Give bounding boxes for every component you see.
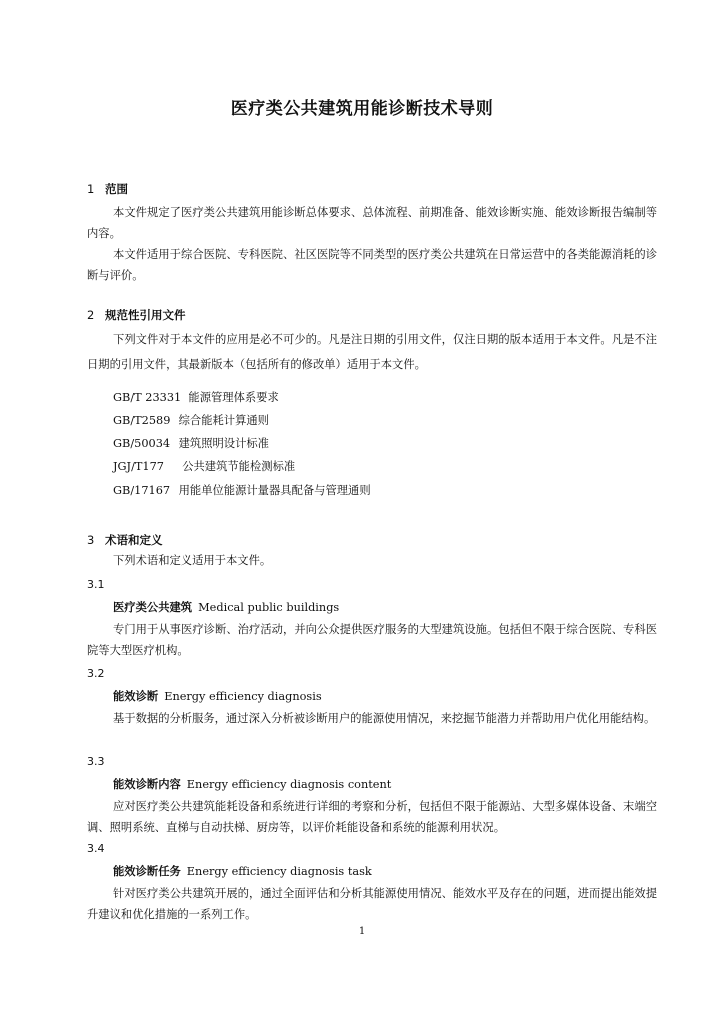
reference-name: 能源管理体系要求 (188, 391, 279, 404)
section-3-intro: 下列术语和定义适用于本文件。 (113, 554, 272, 567)
term-number: 3.3 (87, 755, 105, 768)
section-number: 1 (87, 182, 95, 196)
reference-code: GB/50034 (113, 437, 171, 450)
document-title: 医疗类公共建筑用能诊断技术导则 (230, 99, 494, 119)
page-number: 1 (358, 926, 366, 937)
term-name-en: Energy efficiency diagnosis (164, 690, 322, 703)
term-name (113, 688, 322, 704)
section-1-heading (87, 181, 128, 197)
term-name-en: Energy efficiency diagnosis content (186, 778, 392, 791)
section-1-paragraph-2: 本文件适用于综合医院、专科医院、社区医院等不同类型的医疗类公共建筑在日常运营中的各类能源消耗的诊断与评价。 (87, 248, 657, 282)
term-name-en: Energy efficiency diagnosis task (186, 865, 372, 878)
section-2-heading (87, 307, 186, 323)
section-number: 3 (87, 533, 95, 547)
term-definition: 基于数据的分析服务，通过深入分析被诊断用户的能源使用情况，来挖掘节能潜力并帮助用户优化用能结构。 (113, 712, 656, 725)
reference-item (113, 412, 269, 428)
reference-name: 综合能耗计算通则 (178, 414, 269, 427)
section-3-heading (87, 532, 163, 548)
term-definition: 针对医疗类公共建筑开展的，通过全面评估和分析其能源使用情况、能效水平及存在的问题，进而提出能效提升建议和优化措施的一系列工作。 (87, 887, 657, 921)
term-definition: 应对医疗类公共建筑能耗设备和系统进行详细的考察和分析，包括但不限于能源站、大型多媒体设备、末端空调、照明系统、直梯与自动扶梯、厨房等，以评价耗能设备和系统的能源利用状况。 (87, 800, 657, 834)
term-definition: 专门用于从事医疗诊断、治疗活动，并向公众提供医疗服务的大型建筑设施。包括但不限于综合医院、专科医院等大型医疗机构。 (87, 623, 657, 657)
section-title: 范围 (105, 182, 128, 196)
term-name-zh: 能效诊断 (113, 690, 159, 703)
term-number: 3.2 (87, 667, 105, 680)
reference-name: 用能单位能源计量器具配备与管理通则 (178, 484, 371, 497)
term-name-zh: 医疗类公共建筑 (113, 601, 193, 614)
reference-code: JGJ/T177 (113, 460, 164, 473)
term-number: 3.1 (87, 578, 105, 591)
reference-code: GB/17167 (113, 484, 171, 497)
section-number: 2 (87, 308, 95, 322)
reference-item (113, 458, 295, 474)
section-title: 术语和定义 (105, 533, 163, 547)
term-number: 3.4 (87, 842, 105, 855)
term-name-zh: 能效诊断内容 (113, 778, 181, 791)
term-name (113, 863, 372, 879)
term-name (113, 599, 339, 615)
reference-name: 公共建筑节能检测标准 (182, 460, 296, 473)
reference-item (113, 435, 269, 451)
section-2-intro: 下列文件对于本文件的应用是必不可少的。凡是注日期的引用文件，仅注日期的版本适用于本文件。凡是不注日期的引用文件，其最新版本（包括所有的修改单）适用于本文件。 (87, 333, 657, 371)
term-name-zh: 能效诊断任务 (113, 865, 181, 878)
reference-code: GB/T2589 (113, 414, 171, 427)
term-name-en: Medical public buildings (198, 601, 340, 614)
reference-name: 建筑照明设计标准 (178, 437, 269, 450)
reference-item (113, 389, 279, 405)
reference-item (113, 482, 371, 498)
term-name (113, 776, 391, 792)
section-1-paragraph-1: 本文件规定了医疗类公共建筑用能诊断总体要求、总体流程、前期准备、能效诊断实施、能效诊断报告编制等内容。 (87, 206, 657, 240)
reference-code: GB/T 23331 (113, 391, 182, 404)
section-title: 规范性引用文件 (105, 308, 186, 322)
